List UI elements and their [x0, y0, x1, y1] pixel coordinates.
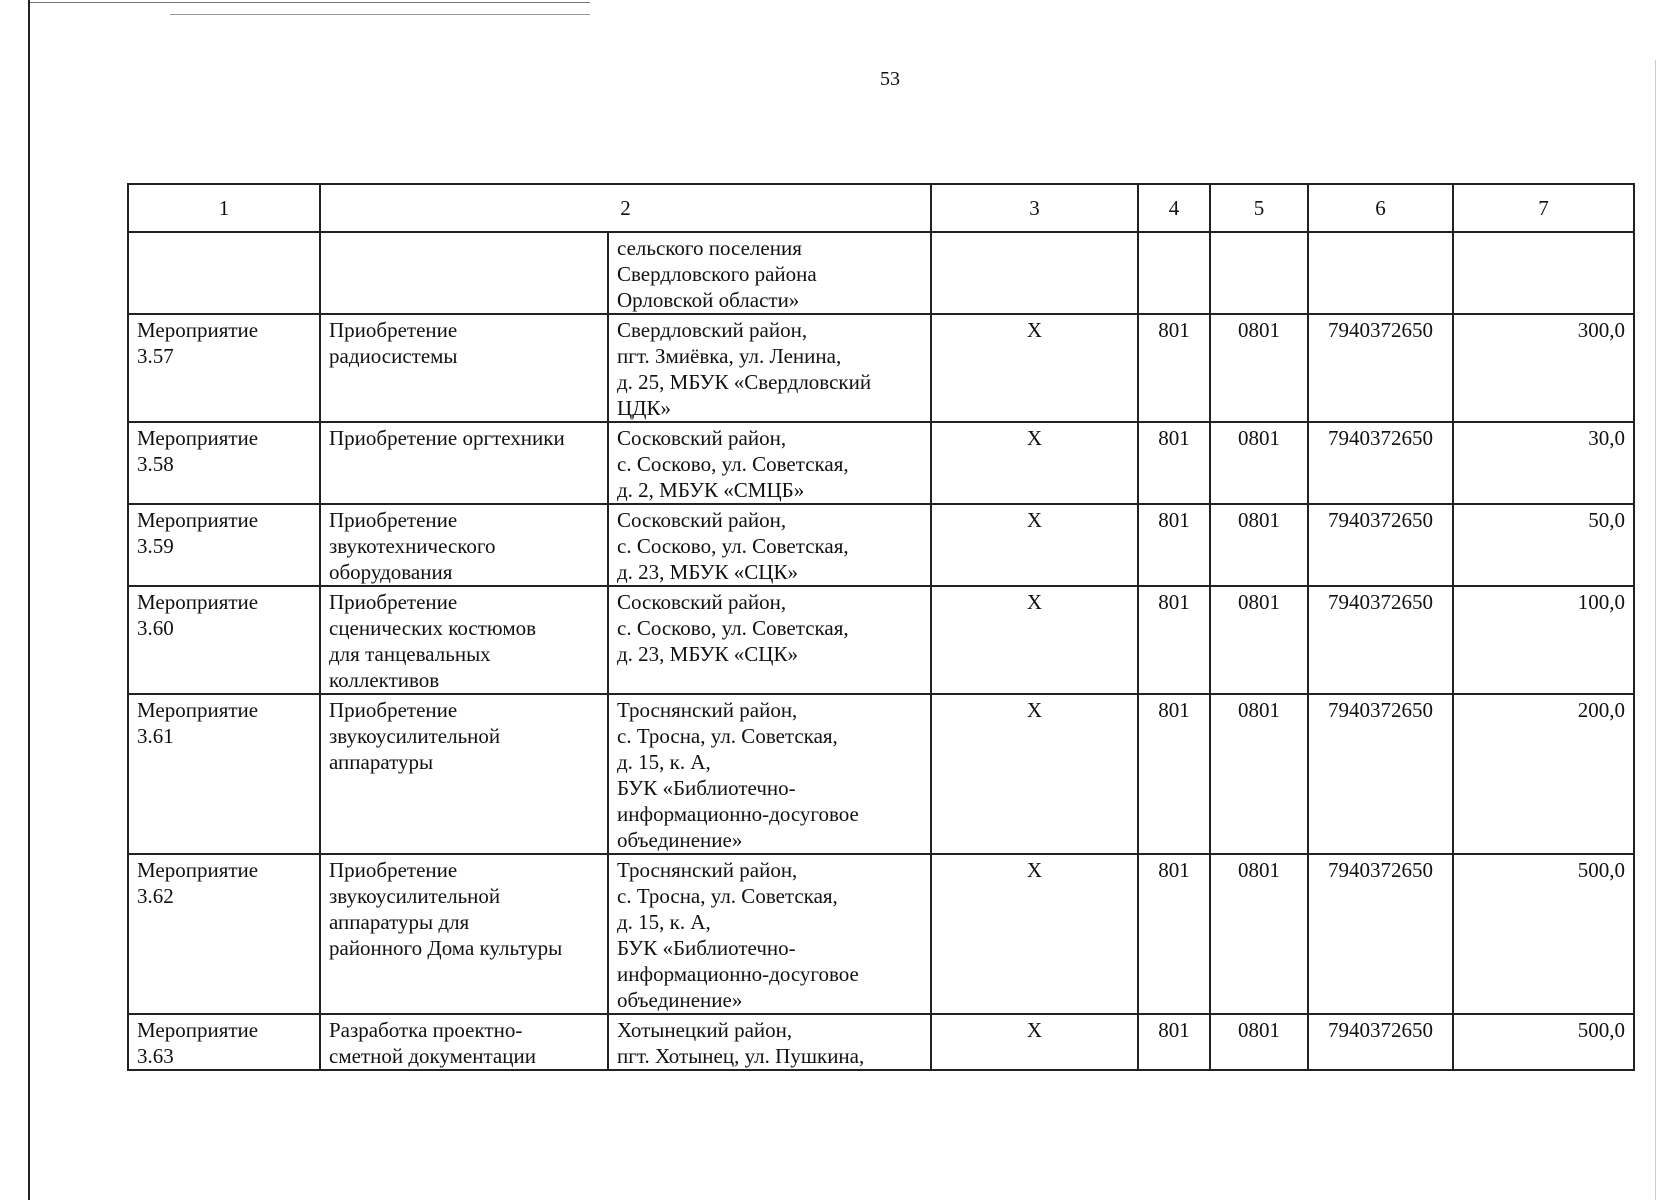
- cell-address-line: д. 23, МБУК «СЦК»: [617, 642, 798, 666]
- cell-col3: Х: [931, 504, 1138, 586]
- cell-event: [128, 504, 320, 586]
- cell-event-line: Мероприятие: [137, 858, 259, 882]
- address-line: Орловской области»: [617, 288, 800, 312]
- cell-address: [608, 694, 931, 854]
- cell-name-line: оборудования: [329, 560, 453, 584]
- cell-event: [128, 694, 320, 854]
- cell-name-line: Приобретение оргтехники: [329, 426, 565, 450]
- scan-edge-top: [30, 2, 590, 3]
- cell-col5: 0801: [1210, 854, 1308, 1014]
- cell-event-line: Мероприятие: [137, 698, 259, 722]
- cell-col7: 50,0: [1453, 504, 1634, 586]
- scan-edge-left: [28, 0, 30, 1200]
- cell-col6: 7940372650: [1308, 854, 1453, 1014]
- cell-address-line: БУК «Библиотечно-: [617, 776, 796, 800]
- cell-address-line: пгт. Хотынец, ул. Пушкина,: [617, 1044, 865, 1068]
- cell-event-line: 3.59: [137, 534, 174, 558]
- cell-event: [128, 586, 320, 694]
- cell-col4: 801: [1138, 314, 1210, 422]
- cell-col4: 801: [1138, 422, 1210, 504]
- cell-event-line: Мероприятие: [137, 590, 259, 614]
- cell-address-line: объединение»: [617, 988, 743, 1012]
- cell-address-line: с. Сосково, ул. Советская,: [617, 616, 849, 640]
- cell-col4: 801: [1138, 1014, 1210, 1070]
- cell-name-line: Приобретение: [329, 590, 458, 614]
- page-number: 53: [880, 68, 900, 90]
- header-col-4: 4: [1138, 184, 1210, 232]
- cell-col3: [931, 232, 1138, 314]
- cell-name-line: радиосистемы: [329, 344, 458, 368]
- header-col-5: 5: [1210, 184, 1308, 232]
- cell-event-line: Мероприятие: [137, 508, 259, 532]
- cell-name-line: Приобретение: [329, 698, 458, 722]
- cell-address-line: ЦДК»: [617, 396, 671, 420]
- cell-address-line: Сосковский район,: [617, 590, 787, 614]
- cell-address-line: Свердловский район,: [617, 318, 808, 342]
- cell-col3: Х: [931, 586, 1138, 694]
- cell-address-line: д. 25, МБУК «Свердловский: [617, 370, 872, 394]
- cell-name: [320, 232, 608, 314]
- cell-name-line: районного Дома культуры: [329, 936, 563, 960]
- cell-name: [320, 1014, 608, 1070]
- cell-col3: Х: [931, 694, 1138, 854]
- table-body: [128, 232, 1634, 1070]
- cell-event-line: Мероприятие: [137, 426, 259, 450]
- scan-edge-right: [1655, 60, 1656, 1200]
- cell-col7: 300,0: [1453, 314, 1634, 422]
- cell-col7: 500,0: [1453, 854, 1634, 1014]
- cell-name-line: звукотехнического: [329, 534, 496, 558]
- cell-col6: 7940372650: [1308, 314, 1453, 422]
- header-col-3: 3: [931, 184, 1138, 232]
- cell-col3: Х: [931, 422, 1138, 504]
- table-row: [128, 314, 1634, 422]
- cell-name: [320, 504, 608, 586]
- cell-address: [608, 1014, 931, 1070]
- cell-col6: 7940372650: [1308, 694, 1453, 854]
- cell-address-line: Троснянский район,: [617, 858, 798, 882]
- cell-address: [608, 422, 931, 504]
- cell-address-line: Троснянский район,: [617, 698, 798, 722]
- cell-name: [320, 422, 608, 504]
- cell-name-line: для танцевальных: [329, 642, 491, 666]
- cell-address-line: БУК «Библиотечно-: [617, 936, 796, 960]
- cell-address-line: д. 2, МБУК «СМЦБ»: [617, 478, 805, 502]
- cell-col5: 0801: [1210, 422, 1308, 504]
- budget-table: [127, 183, 1635, 1071]
- table-row: [128, 1014, 1634, 1070]
- cell-col4: 801: [1138, 694, 1210, 854]
- cell-address-line: с. Тросна, ул. Советская,: [617, 884, 838, 908]
- cell-col5: 0801: [1210, 504, 1308, 586]
- cell-col4: [1138, 232, 1210, 314]
- table-row-continuation: [128, 232, 1634, 314]
- cell-name: [320, 586, 608, 694]
- cell-name-line: Приобретение: [329, 508, 458, 532]
- cell-col7: 500,0: [1453, 1014, 1634, 1070]
- cell-address-line: д. 23, МБУК «СЦК»: [617, 560, 798, 584]
- table-row: [128, 854, 1634, 1014]
- cell-name-line: Разработка проектно-: [329, 1018, 523, 1042]
- cell-col5: 0801: [1210, 1014, 1308, 1070]
- cell-col6: [1308, 232, 1453, 314]
- cell-address-line: информационно-досуговое: [617, 802, 859, 826]
- cell-col5: [1210, 232, 1308, 314]
- cell-col5: 0801: [1210, 586, 1308, 694]
- cell-address: [608, 504, 931, 586]
- cell-address-line: д. 15, к. А,: [617, 750, 711, 774]
- cell-event: [128, 854, 320, 1014]
- cell-address-line: информационно-досуговое: [617, 962, 859, 986]
- cell-col5: 0801: [1210, 314, 1308, 422]
- cell-name-line: сметной документации: [329, 1044, 536, 1068]
- cell-col3: Х: [931, 314, 1138, 422]
- cell-event: [128, 1014, 320, 1070]
- cell-address-line: Хотынецкий район,: [617, 1018, 793, 1042]
- cell-event-line: 3.63: [137, 1044, 174, 1068]
- cell-name: [320, 854, 608, 1014]
- cell-name-line: коллективов: [329, 668, 440, 692]
- cell-event: [128, 232, 320, 314]
- cell-col4: 801: [1138, 586, 1210, 694]
- table-row: [128, 422, 1634, 504]
- cell-address-line: Сосковский район,: [617, 508, 787, 532]
- cell-col3: Х: [931, 1014, 1138, 1070]
- header-col-7: 7: [1453, 184, 1634, 232]
- table-row: [128, 694, 1634, 854]
- cell-address: [608, 854, 931, 1014]
- cell-address-line: д. 15, к. А,: [617, 910, 711, 934]
- cell-event-line: 3.58: [137, 452, 174, 476]
- cell-col7: 30,0: [1453, 422, 1634, 504]
- cell-address: [608, 314, 931, 422]
- cell-col5: 0801: [1210, 694, 1308, 854]
- cell-event-line: Мероприятие: [137, 318, 259, 342]
- cell-col7: 200,0: [1453, 694, 1634, 854]
- table-row: [128, 586, 1634, 694]
- cell-name-line: аппаратуры для: [329, 910, 470, 934]
- cell-name-line: звукоусилительной: [329, 884, 501, 908]
- address-line: сельского поселения: [617, 236, 802, 260]
- cell-address-line: пгт. Змиёвка, ул. Ленина,: [617, 344, 842, 368]
- cell-event-line: 3.62: [137, 884, 174, 908]
- scan-edge-top-secondary: [170, 14, 590, 15]
- cell-address-line: с. Сосково, ул. Советская,: [617, 534, 849, 558]
- cell-address-line: с. Сосково, ул. Советская,: [617, 452, 849, 476]
- cell-address-line: объединение»: [617, 828, 743, 852]
- table-row: [128, 504, 1634, 586]
- cell-col3: Х: [931, 854, 1138, 1014]
- cell-col6: 7940372650: [1308, 422, 1453, 504]
- address-line: Свердловского района: [617, 262, 817, 286]
- cell-col6: 7940372650: [1308, 504, 1453, 586]
- cell-col4: 801: [1138, 854, 1210, 1014]
- cell-address-line: с. Тросна, ул. Советская,: [617, 724, 838, 748]
- cell-address: [608, 232, 931, 314]
- table-header-row: [128, 184, 1634, 232]
- cell-col6: 7940372650: [1308, 586, 1453, 694]
- cell-name-line: сценических костюмов: [329, 616, 537, 640]
- cell-name-line: Приобретение: [329, 858, 458, 882]
- cell-name-line: Приобретение: [329, 318, 458, 342]
- cell-event-line: 3.57: [137, 344, 174, 368]
- cell-name-line: звукоусилительной: [329, 724, 501, 748]
- header-col-6: 6: [1308, 184, 1453, 232]
- cell-name-line: аппаратуры: [329, 750, 434, 774]
- cell-address: [608, 586, 931, 694]
- header-col-1: 1: [128, 184, 320, 232]
- cell-event: [128, 314, 320, 422]
- cell-col7: [1453, 232, 1634, 314]
- cell-col4: 801: [1138, 504, 1210, 586]
- cell-event: [128, 422, 320, 504]
- cell-event-line: 3.61: [137, 724, 174, 748]
- cell-col6: 7940372650: [1308, 1014, 1453, 1070]
- cell-address-line: Сосковский район,: [617, 426, 787, 450]
- header-col-2: 2: [320, 184, 931, 232]
- cell-name: [320, 314, 608, 422]
- cell-name: [320, 694, 608, 854]
- cell-event-line: Мероприятие: [137, 1018, 259, 1042]
- cell-col7: 100,0: [1453, 586, 1634, 694]
- cell-event-line: 3.60: [137, 616, 174, 640]
